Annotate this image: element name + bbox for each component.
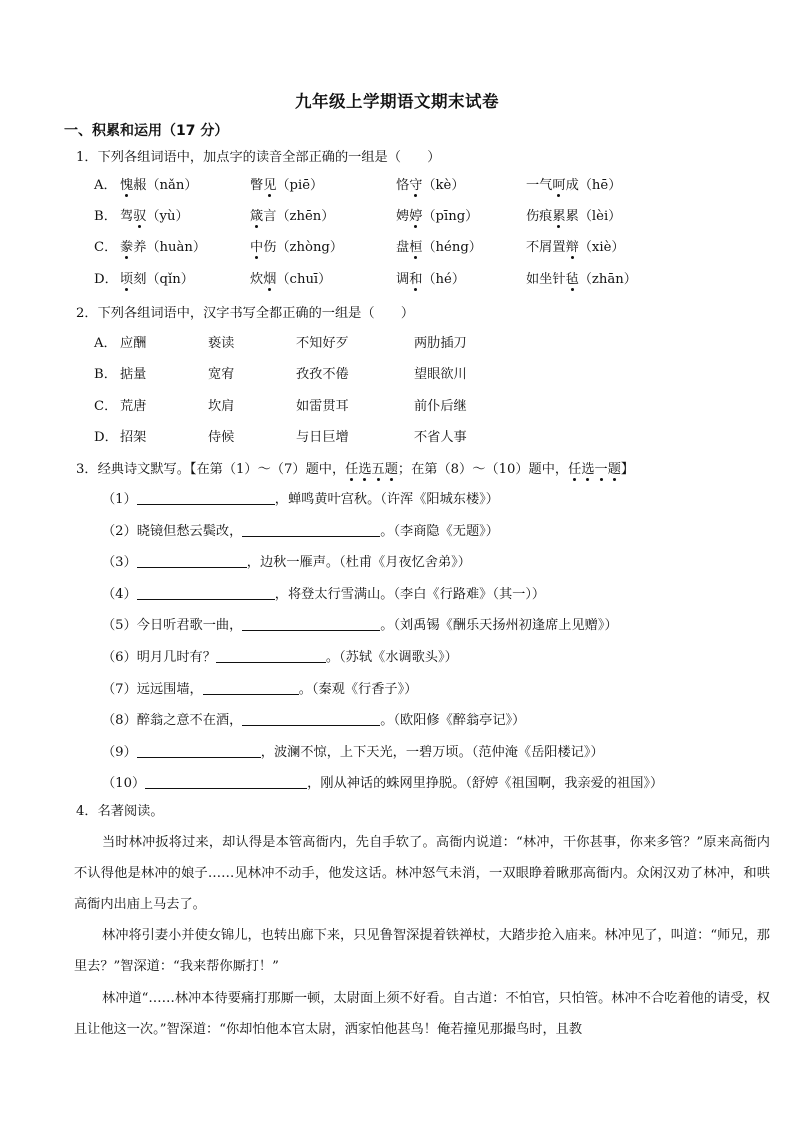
word-text: （zhān） — [578, 272, 637, 287]
option-word: 掂量 — [120, 367, 147, 382]
option-word — [526, 205, 621, 224]
answer-blank[interactable] — [137, 490, 275, 505]
item-text: 。（李商隐《无题》） — [380, 523, 499, 539]
q2-stem: 2．下列各组词语中，汉字书写全都正确的一组是（ ） — [76, 306, 415, 321]
option-letter: D． — [94, 272, 118, 287]
fill-in-item — [102, 772, 663, 791]
fill-in-item — [102, 741, 604, 760]
answer-blank[interactable] — [203, 680, 299, 695]
dotted-char: 婷 — [409, 205, 422, 224]
q3-stem-part: 】 — [620, 462, 635, 477]
option-word: 应酬 — [120, 336, 147, 351]
option-word: 荒唐 — [120, 399, 147, 414]
fill-in-item — [102, 488, 499, 507]
item-text: （10） — [102, 776, 146, 792]
word-text: 瞥 — [250, 178, 264, 193]
word-text: （hé） — [422, 272, 466, 287]
option-word — [250, 205, 335, 224]
item-text: ，蝉鸣黄叶宫秋。（许浑《阳城东楼》） — [274, 492, 499, 507]
dotted-char: 烟 — [263, 268, 276, 287]
emphasis-char: 选 — [358, 458, 371, 477]
option-letter: D． — [94, 430, 118, 445]
dotted-char: 愧 — [120, 174, 133, 193]
item-text: （7）远远围墙， — [102, 681, 203, 697]
dotted-char: 累 — [552, 205, 565, 224]
item-text: ，边秋一雁声。（杜甫《月夜忆舍弟》） — [246, 555, 471, 571]
dotted-char: 驭 — [133, 205, 146, 224]
item-text: 。（秦观《行香子》） — [298, 681, 418, 697]
word-text: 娉 — [396, 209, 410, 224]
emphasis-char: 任 — [345, 458, 358, 477]
q4-stem: 4．名著阅读。 — [76, 804, 164, 819]
option-word — [526, 268, 637, 287]
q4-paragraph: 当时林冲扳将过来，却认得是本管高衙内，先自手软了。高衙内说道：“林冲，干你甚事，你来多管？”原来高衙内不认得他是林冲的娘子……见林冲不动手，他发这话。林冲怒气未消，一双眼睁着瞅那高衙内。众闲汉劝了林冲，和哄高衙内出庙上马去了。 — [74, 835, 770, 912]
section-heading: 一、积累和运用（17 分） — [64, 123, 229, 139]
dotted-char: 顷 — [120, 268, 133, 287]
word-text: 累（lèi） — [565, 209, 622, 224]
item-text: （2）晓镜但愁云鬓改， — [102, 523, 243, 539]
fill-in-item — [102, 583, 545, 602]
word-text: 恪 — [396, 178, 410, 193]
option-word: 侍候 — [208, 430, 235, 445]
dotted-char: 呵 — [552, 174, 565, 193]
item-text: （3） — [102, 555, 137, 571]
option-word: 两肋插刀 — [414, 336, 467, 351]
answer-blank[interactable] — [216, 648, 326, 663]
option-word: 亵读 — [208, 336, 235, 351]
word-text: 一气 — [526, 178, 553, 193]
dotted-char: 桓 — [409, 236, 422, 255]
q3-stem — [76, 458, 634, 477]
option-word — [120, 205, 189, 224]
option-word: 孜孜不倦 — [296, 367, 349, 382]
option-word: 与日巨增 — [296, 430, 349, 445]
item-text: （1） — [102, 492, 137, 507]
dotted-char: 中 — [250, 236, 263, 255]
option-word — [120, 174, 198, 193]
word-text: （chuī） — [276, 272, 332, 287]
option-word — [396, 236, 482, 255]
answer-blank[interactable] — [137, 553, 247, 568]
fill-in-item — [102, 709, 525, 728]
emphasis-char: 选 — [581, 458, 594, 477]
emphasis-char: 任 — [568, 458, 581, 477]
option-word — [250, 236, 343, 255]
word-text: （yù） — [146, 209, 189, 224]
emphasis-char: 题 — [608, 458, 621, 477]
word-text: 不屑置 — [526, 240, 566, 255]
fill-in-item — [102, 520, 499, 539]
answer-blank[interactable] — [145, 774, 307, 789]
item-text: （9） — [102, 744, 137, 760]
word-text: 伤痕 — [526, 209, 553, 224]
option-word: 前仆后继 — [414, 399, 467, 414]
q3-stem-part: ；在第（8）～（10）题中， — [397, 462, 569, 477]
option-letter: C． — [94, 399, 118, 414]
option-word — [250, 268, 331, 287]
word-text: 赧（nǎn） — [133, 178, 198, 193]
answer-blank[interactable] — [242, 522, 380, 537]
item-text: 。（欧阳修《醉翁亭记》） — [380, 713, 526, 729]
option-word — [120, 236, 206, 255]
dotted-char: 辩 — [566, 236, 579, 255]
answer-blank[interactable] — [242, 711, 380, 726]
option-word — [396, 268, 465, 287]
dotted-char: 和 — [409, 268, 422, 287]
option-word — [396, 174, 465, 193]
word-text: 炊 — [250, 272, 264, 287]
answer-blank[interactable] — [137, 743, 261, 758]
option-word — [396, 205, 478, 224]
page-title: 九年级上学期语文期末试卷 — [295, 92, 499, 111]
dotted-char: 豢 — [120, 236, 133, 255]
word-text: 刻（qǐn） — [133, 272, 194, 287]
fill-in-item — [102, 614, 618, 633]
option-word: 如雷贯耳 — [296, 399, 349, 414]
word-text: 如坐针 — [526, 272, 566, 287]
emphasis-char: 题 — [385, 458, 398, 477]
q4-paragraph: 林冲道“……林冲本待要痛打那厮一顿，太尉面上须不好看。自古道：不怕官，只怕管。林冲不合吃着他的请受，权且让他这一次。”智深道：“你却怕他本官太尉，洒家怕他甚鸟！俺若撞见那撮鸟时，且教 — [74, 991, 770, 1037]
item-text: （4） — [102, 586, 137, 602]
option-word: 宽宥 — [208, 367, 235, 382]
word-text: 言（zhēn） — [263, 209, 335, 224]
dotted-char: 箴 — [250, 205, 263, 224]
word-text: 养（huàn） — [133, 240, 207, 255]
q3-stem-emphasis — [568, 462, 621, 477]
emphasis-char: 五 — [372, 458, 385, 477]
dotted-char: 毡 — [566, 268, 579, 287]
item-text: ，刚从神话的蛛网里挣脱。（舒婷《祖国啊，我亲爱的祖国》） — [307, 776, 664, 792]
item-text: ，波澜不惊，上下天光，一碧万顷。（范仲淹《岳阳楼记》） — [260, 744, 604, 760]
dotted-char: 守 — [409, 174, 422, 193]
option-letter: B． — [94, 367, 117, 382]
option-word: 坎肩 — [208, 399, 235, 414]
item-text: ，将登太行雪满山。（李白《行路难》（其一）） — [274, 586, 546, 602]
word-text: 盘 — [396, 240, 410, 255]
word-text: （pīng） — [422, 209, 479, 224]
fill-in-item — [102, 551, 471, 570]
option-word: 不知好歹 — [296, 336, 349, 351]
q1-stem: 1．下列各组词语中，加点字的读音全部正确的一组是（ ） — [76, 150, 441, 165]
q3-stem-part: 3．经典诗文默写。【在第（1）～（7）题中， — [76, 462, 346, 477]
item-text: 。（刘禹锡《酬乐天扬州初逢席上见赠》） — [380, 618, 618, 634]
item-text: （5）今日听君歌一曲， — [102, 618, 243, 634]
dotted-char: 见 — [263, 174, 276, 193]
option-word: 招架 — [120, 430, 147, 445]
item-text: （8）醉翁之意不在酒， — [102, 713, 243, 729]
fill-in-item — [102, 646, 458, 665]
word-text: （kè） — [422, 178, 465, 193]
option-letter: B． — [94, 209, 117, 224]
item-text: （6）明月几时有？ — [102, 650, 216, 665]
option-word — [526, 236, 625, 255]
option-word — [120, 268, 194, 287]
item-text: 。（苏轼《水调歌头》） — [325, 650, 458, 665]
word-text: （xiè） — [578, 240, 625, 255]
q3-stem-emphasis — [345, 462, 398, 477]
option-word: 望眼欲川 — [414, 367, 467, 382]
word-text: 调 — [396, 272, 410, 287]
answer-blank[interactable] — [137, 585, 275, 600]
option-word — [526, 174, 621, 193]
word-text: 成（hē） — [565, 178, 622, 193]
answer-blank[interactable] — [242, 616, 380, 631]
word-text: （piē） — [276, 178, 324, 193]
word-text: 伤（zhòng） — [263, 240, 344, 255]
word-text: 驾 — [120, 209, 134, 224]
option-letter: A． — [94, 336, 117, 351]
option-word: 不省人事 — [414, 430, 467, 445]
emphasis-char: 一 — [595, 458, 608, 477]
option-letter: C． — [94, 240, 118, 255]
word-text: （héng） — [422, 240, 482, 255]
q4-paragraph: 林冲将引妻小并使女锦儿，也转出廊下来，只见鲁智深提着铁禅杖，大踏步抢入庙来。林冲见了，叫道：“师兄，那里去？”智深道：“我来帮你厮打！” — [74, 928, 770, 974]
option-letter: A． — [94, 178, 117, 193]
fill-in-item — [102, 678, 417, 697]
option-word — [250, 174, 323, 193]
